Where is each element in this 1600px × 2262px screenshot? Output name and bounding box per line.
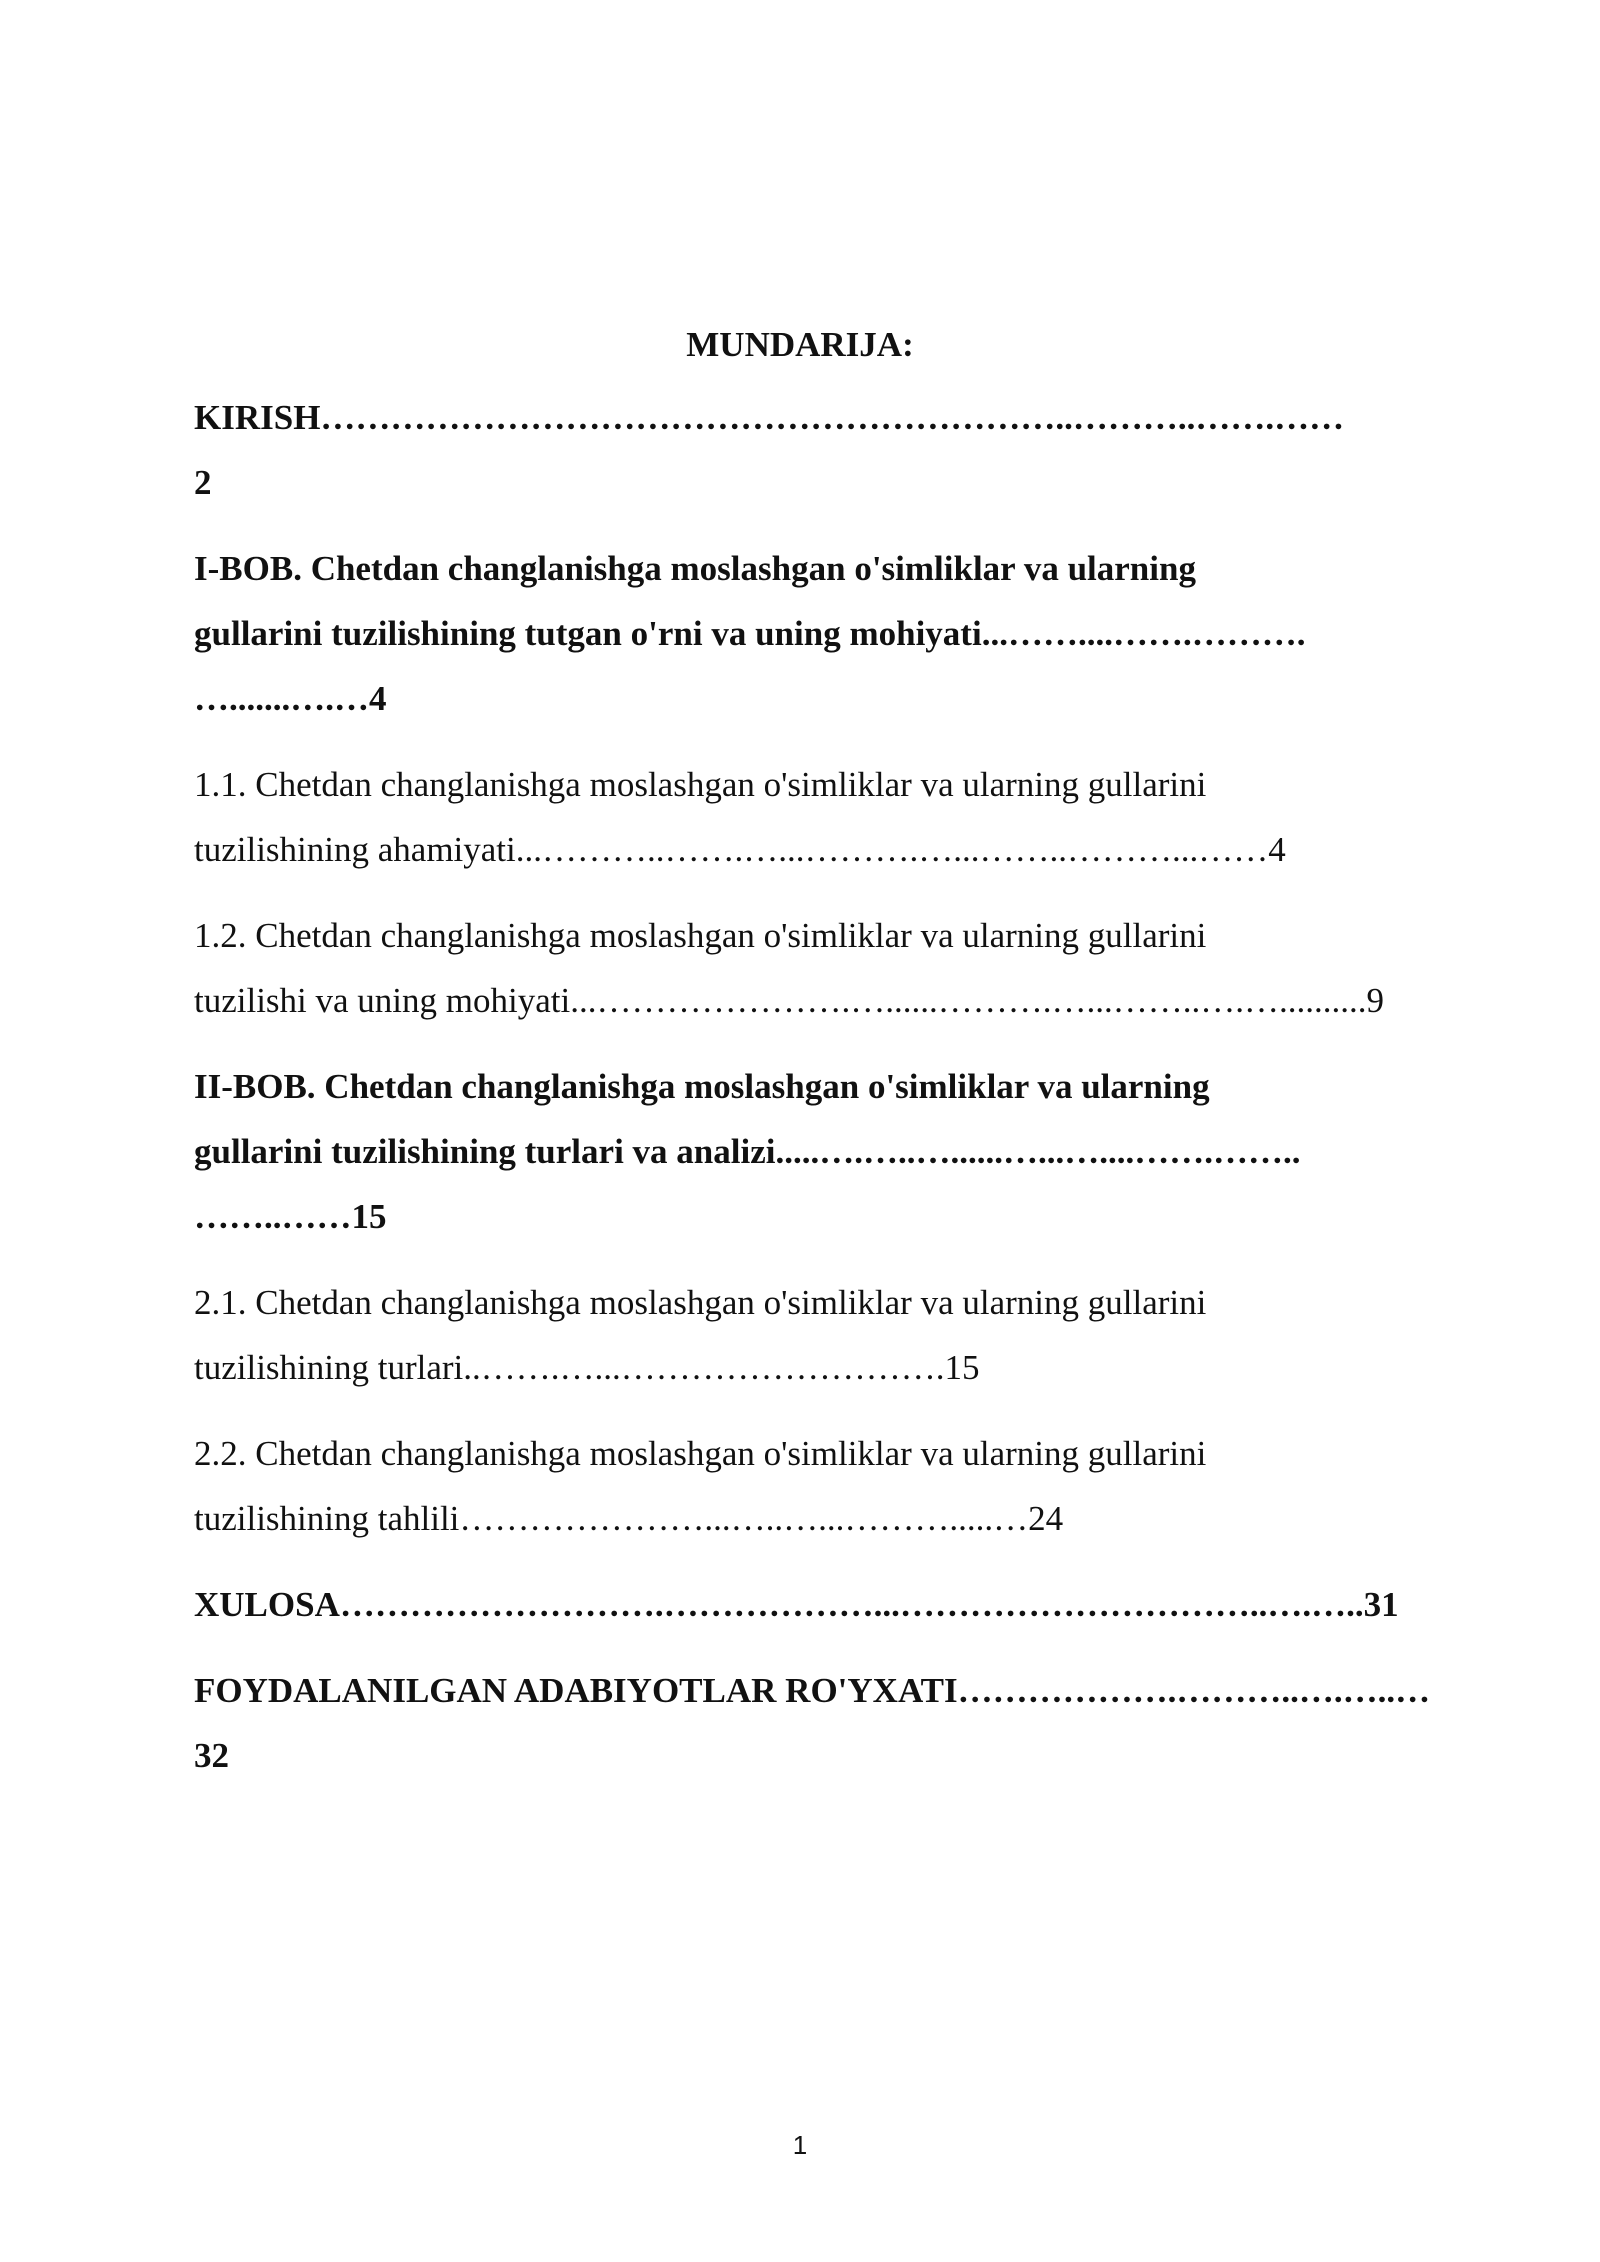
- toc-entry-xulosa: [194, 1572, 1404, 1637]
- toc-entry-text: FOYDALANILGAN ADABIYOTLAR RO'YXATI……………….………..….…..…: [194, 1671, 1431, 1710]
- toc-entry-page: 2: [194, 463, 212, 502]
- toc-entry-text: gullarini tuzilishining tutgan o'rni va uning mohiyati...……....…….……….: [194, 614, 1306, 653]
- toc-entry-text: tuzilishining ahamiyati...………..…….…...……….…...……..………...……4: [194, 830, 1286, 869]
- toc-entry-text: tuzilishi va uning mohiyati...………………….…......……….…...……..….…..........9: [194, 981, 1384, 1020]
- page-number: 1: [792, 2130, 808, 2160]
- toc-entry-text: gullarini tuzilishining turlari va analizi.....….…..…......…...…....…….……..: [194, 1132, 1301, 1171]
- toc-entry-section-2-1: [194, 1270, 1404, 1400]
- toc-entry-page: 32: [194, 1736, 229, 1775]
- table-of-contents: [194, 385, 1431, 1809]
- toc-entry-section-1-1: [194, 752, 1404, 882]
- page-title: MUNDARIJA:: [686, 325, 914, 364]
- toc-entry-page: ….......….…4: [194, 679, 387, 718]
- toc-entry-section-2-2: [194, 1421, 1404, 1551]
- toc-entry-text: 2.2. Chetdan changlanishga moslashgan o'simliklar va ularning gullarini: [194, 1434, 1207, 1473]
- toc-entry-section-1-2: [194, 903, 1404, 1033]
- toc-entry-text: tuzilishining tahlili…………………...…..…...……….....…24: [194, 1499, 1064, 1538]
- toc-entry-text: I-BOB. Chetdan changlanishga moslashgan o'simliklar va ularning: [194, 549, 1196, 588]
- toc-entry-text: 1.1. Chetdan changlanishga moslashgan o'simliklar va ularning gullarini: [194, 765, 1207, 804]
- toc-entry-text: KIRISH………………………………………………………..………..…….……: [194, 398, 1345, 437]
- toc-entry-text: 2.1. Chetdan changlanishga moslashgan o'simliklar va ularning gullarini: [194, 1283, 1207, 1322]
- toc-entry-text: 1.2. Chetdan changlanishga moslashgan o'simliklar va ularning gullarini: [194, 916, 1207, 955]
- toc-entry-text: tuzilishining turlari..…….…...……………………….15: [194, 1348, 980, 1387]
- toc-entry-text: II-BOB. Chetdan changlanishga moslashgan o'simliklar va ularning: [194, 1067, 1210, 1106]
- toc-entry-chapter-2: [194, 1054, 1404, 1249]
- toc-entry-kirish: [194, 385, 1404, 515]
- toc-entry-chapter-1: [194, 536, 1404, 731]
- toc-entry-adabiyotlar: [194, 1658, 1431, 1788]
- toc-entry-text: XULOSA……………………….………………...…………………………..….…..31: [194, 1585, 1399, 1624]
- toc-entry-page: ……..……15: [194, 1197, 387, 1236]
